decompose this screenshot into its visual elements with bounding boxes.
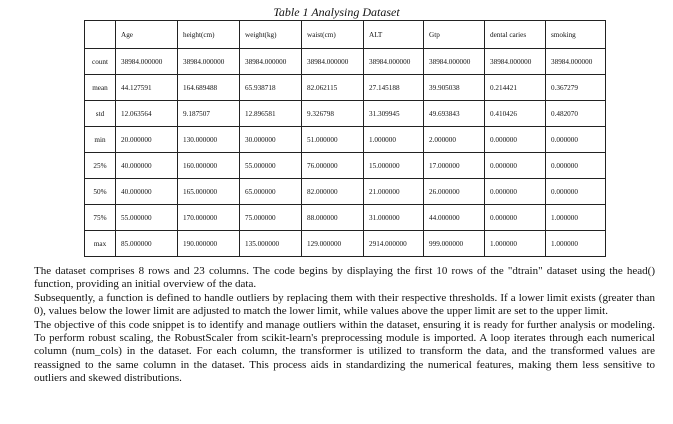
- table-cell: 0.000000: [485, 127, 546, 153]
- table-cell: 85.000000: [116, 231, 178, 257]
- row-label: 75%: [85, 205, 116, 231]
- row-label: mean: [85, 75, 116, 101]
- table-row: [85, 205, 606, 231]
- row-label: 50%: [85, 179, 116, 205]
- paragraph: Subsequently, a function is defined to handle outliers by replacing them with their respective thresholds. If a lower limit exists (greater than 0), values below the lower limit are adjusted to match the lower limit, while values above the upper limit are set to the upper limit.: [34, 291, 655, 318]
- table-caption: Table 1 Analysing Dataset: [273, 5, 400, 19]
- table-cell: 2.000000: [424, 127, 485, 153]
- table-cell: 51.000000: [302, 127, 364, 153]
- body-text: [34, 265, 655, 386]
- table-cell: 88.000000: [302, 205, 364, 231]
- table-cell: 1.000000: [546, 231, 606, 257]
- table-cell: 1.000000: [546, 205, 606, 231]
- table-cell: 21.000000: [364, 179, 424, 205]
- table-cell: 12.896581: [240, 101, 302, 127]
- header-cell: weight(kg): [240, 21, 302, 49]
- table-cell: 170.000000: [178, 205, 240, 231]
- table-cell: 40.000000: [116, 179, 178, 205]
- row-label: std: [85, 101, 116, 127]
- table-cell: 0.367279: [546, 75, 606, 101]
- table-cell: 0.410426: [485, 101, 546, 127]
- table-cell: 160.000000: [178, 153, 240, 179]
- table-header-row: [85, 21, 606, 49]
- table-cell: 65.000000: [240, 179, 302, 205]
- table-cell: 76.000000: [302, 153, 364, 179]
- table-cell: 0.000000: [546, 127, 606, 153]
- table-row: [85, 101, 606, 127]
- table-cell: 1.000000: [364, 127, 424, 153]
- table-cell: 0.000000: [485, 205, 546, 231]
- table-cell: 2914.000000: [364, 231, 424, 257]
- table-cell: 0.000000: [485, 179, 546, 205]
- table-cell: 135.000000: [240, 231, 302, 257]
- header-cell: Age: [116, 21, 178, 49]
- table-row: [85, 49, 606, 75]
- table-cell: 26.000000: [424, 179, 485, 205]
- header-cell: Gtp: [424, 21, 485, 49]
- table-cell: 164.689488: [178, 75, 240, 101]
- table-cell: 38984.000000: [178, 49, 240, 75]
- table-cell: 38984.000000: [240, 49, 302, 75]
- table-cell: 39.905038: [424, 75, 485, 101]
- table-cell: 44.000000: [424, 205, 485, 231]
- row-label: max: [85, 231, 116, 257]
- table-cell: 38984.000000: [116, 49, 178, 75]
- table-cell: 38984.000000: [364, 49, 424, 75]
- table-cell: 55.000000: [116, 205, 178, 231]
- table-cell: 44.127591: [116, 75, 178, 101]
- table-cell: 0.214421: [485, 75, 546, 101]
- table-cell: 65.938718: [240, 75, 302, 101]
- row-label: min: [85, 127, 116, 153]
- table-cell: 20.000000: [116, 127, 178, 153]
- table-cell: 15.000000: [364, 153, 424, 179]
- table-row: [85, 153, 606, 179]
- header-cell: dental caries: [485, 21, 546, 49]
- row-label: 25%: [85, 153, 116, 179]
- table-cell: 75.000000: [240, 205, 302, 231]
- table-cell: 30.000000: [240, 127, 302, 153]
- table-cell: 1.000000: [485, 231, 546, 257]
- table-cell: 999.000000: [424, 231, 485, 257]
- table-cell: 9.326798: [302, 101, 364, 127]
- table-cell: 0.000000: [546, 153, 606, 179]
- table-cell: 31.000000: [364, 205, 424, 231]
- table-cell: 17.000000: [424, 153, 485, 179]
- row-label: count: [85, 49, 116, 75]
- table-cell: 27.145188: [364, 75, 424, 101]
- table-cell: 31.309945: [364, 101, 424, 127]
- table-cell: 55.000000: [240, 153, 302, 179]
- table-cell: 38984.000000: [546, 49, 606, 75]
- table-cell: 82.000000: [302, 179, 364, 205]
- table-cell: 38984.000000: [485, 49, 546, 75]
- table-cell: 9.187507: [178, 101, 240, 127]
- table-cell: 38984.000000: [424, 49, 485, 75]
- table-row: [85, 231, 606, 257]
- header-cell: [85, 21, 116, 49]
- table-cell: 49.693843: [424, 101, 485, 127]
- table-cell: 40.000000: [116, 153, 178, 179]
- table-cell: 129.000000: [302, 231, 364, 257]
- table-row: [85, 127, 606, 153]
- header-cell: smoking: [546, 21, 606, 49]
- table-cell: 130.000000: [178, 127, 240, 153]
- header-cell: height(cm): [178, 21, 240, 49]
- header-cell: waist(cm): [302, 21, 364, 49]
- paragraph: The dataset comprises 8 rows and 23 columns. The code begins by displaying the first 10 rows of the "dtrain" dataset using the head() function, providing an initial overview of the data.: [34, 265, 655, 291]
- table-cell: 190.000000: [178, 231, 240, 257]
- table-cell: 38984.000000: [302, 49, 364, 75]
- table-row: [85, 75, 606, 101]
- table-cell: 165.000000: [178, 179, 240, 205]
- table-cell: 0.482070: [546, 101, 606, 127]
- table-cell: 82.062115: [302, 75, 364, 101]
- paragraph: The objective of this code snippet is to identify and manage outliers within the dataset, ensuring it is ready for further analysis or modeling. To perform robust scaling, the RobustScaler from scikit-learn's preprocessing module is imported. A loop iterates through each numerical column (num_cols) in the dataset. For each column, the transformer is utilized to transform the data, and the transformed values are reassigned to the same column in the dataset. This process aids in standardizing the numerical features, making them less sensitive to outliers and skewed distributions.: [34, 318, 655, 385]
- table-cell: 0.000000: [546, 179, 606, 205]
- header-cell: ALT: [364, 21, 424, 49]
- table-row: [85, 179, 606, 205]
- statistics-table: [84, 20, 606, 257]
- table-cell: 12.063564: [116, 101, 178, 127]
- table-cell: 0.000000: [485, 153, 546, 179]
